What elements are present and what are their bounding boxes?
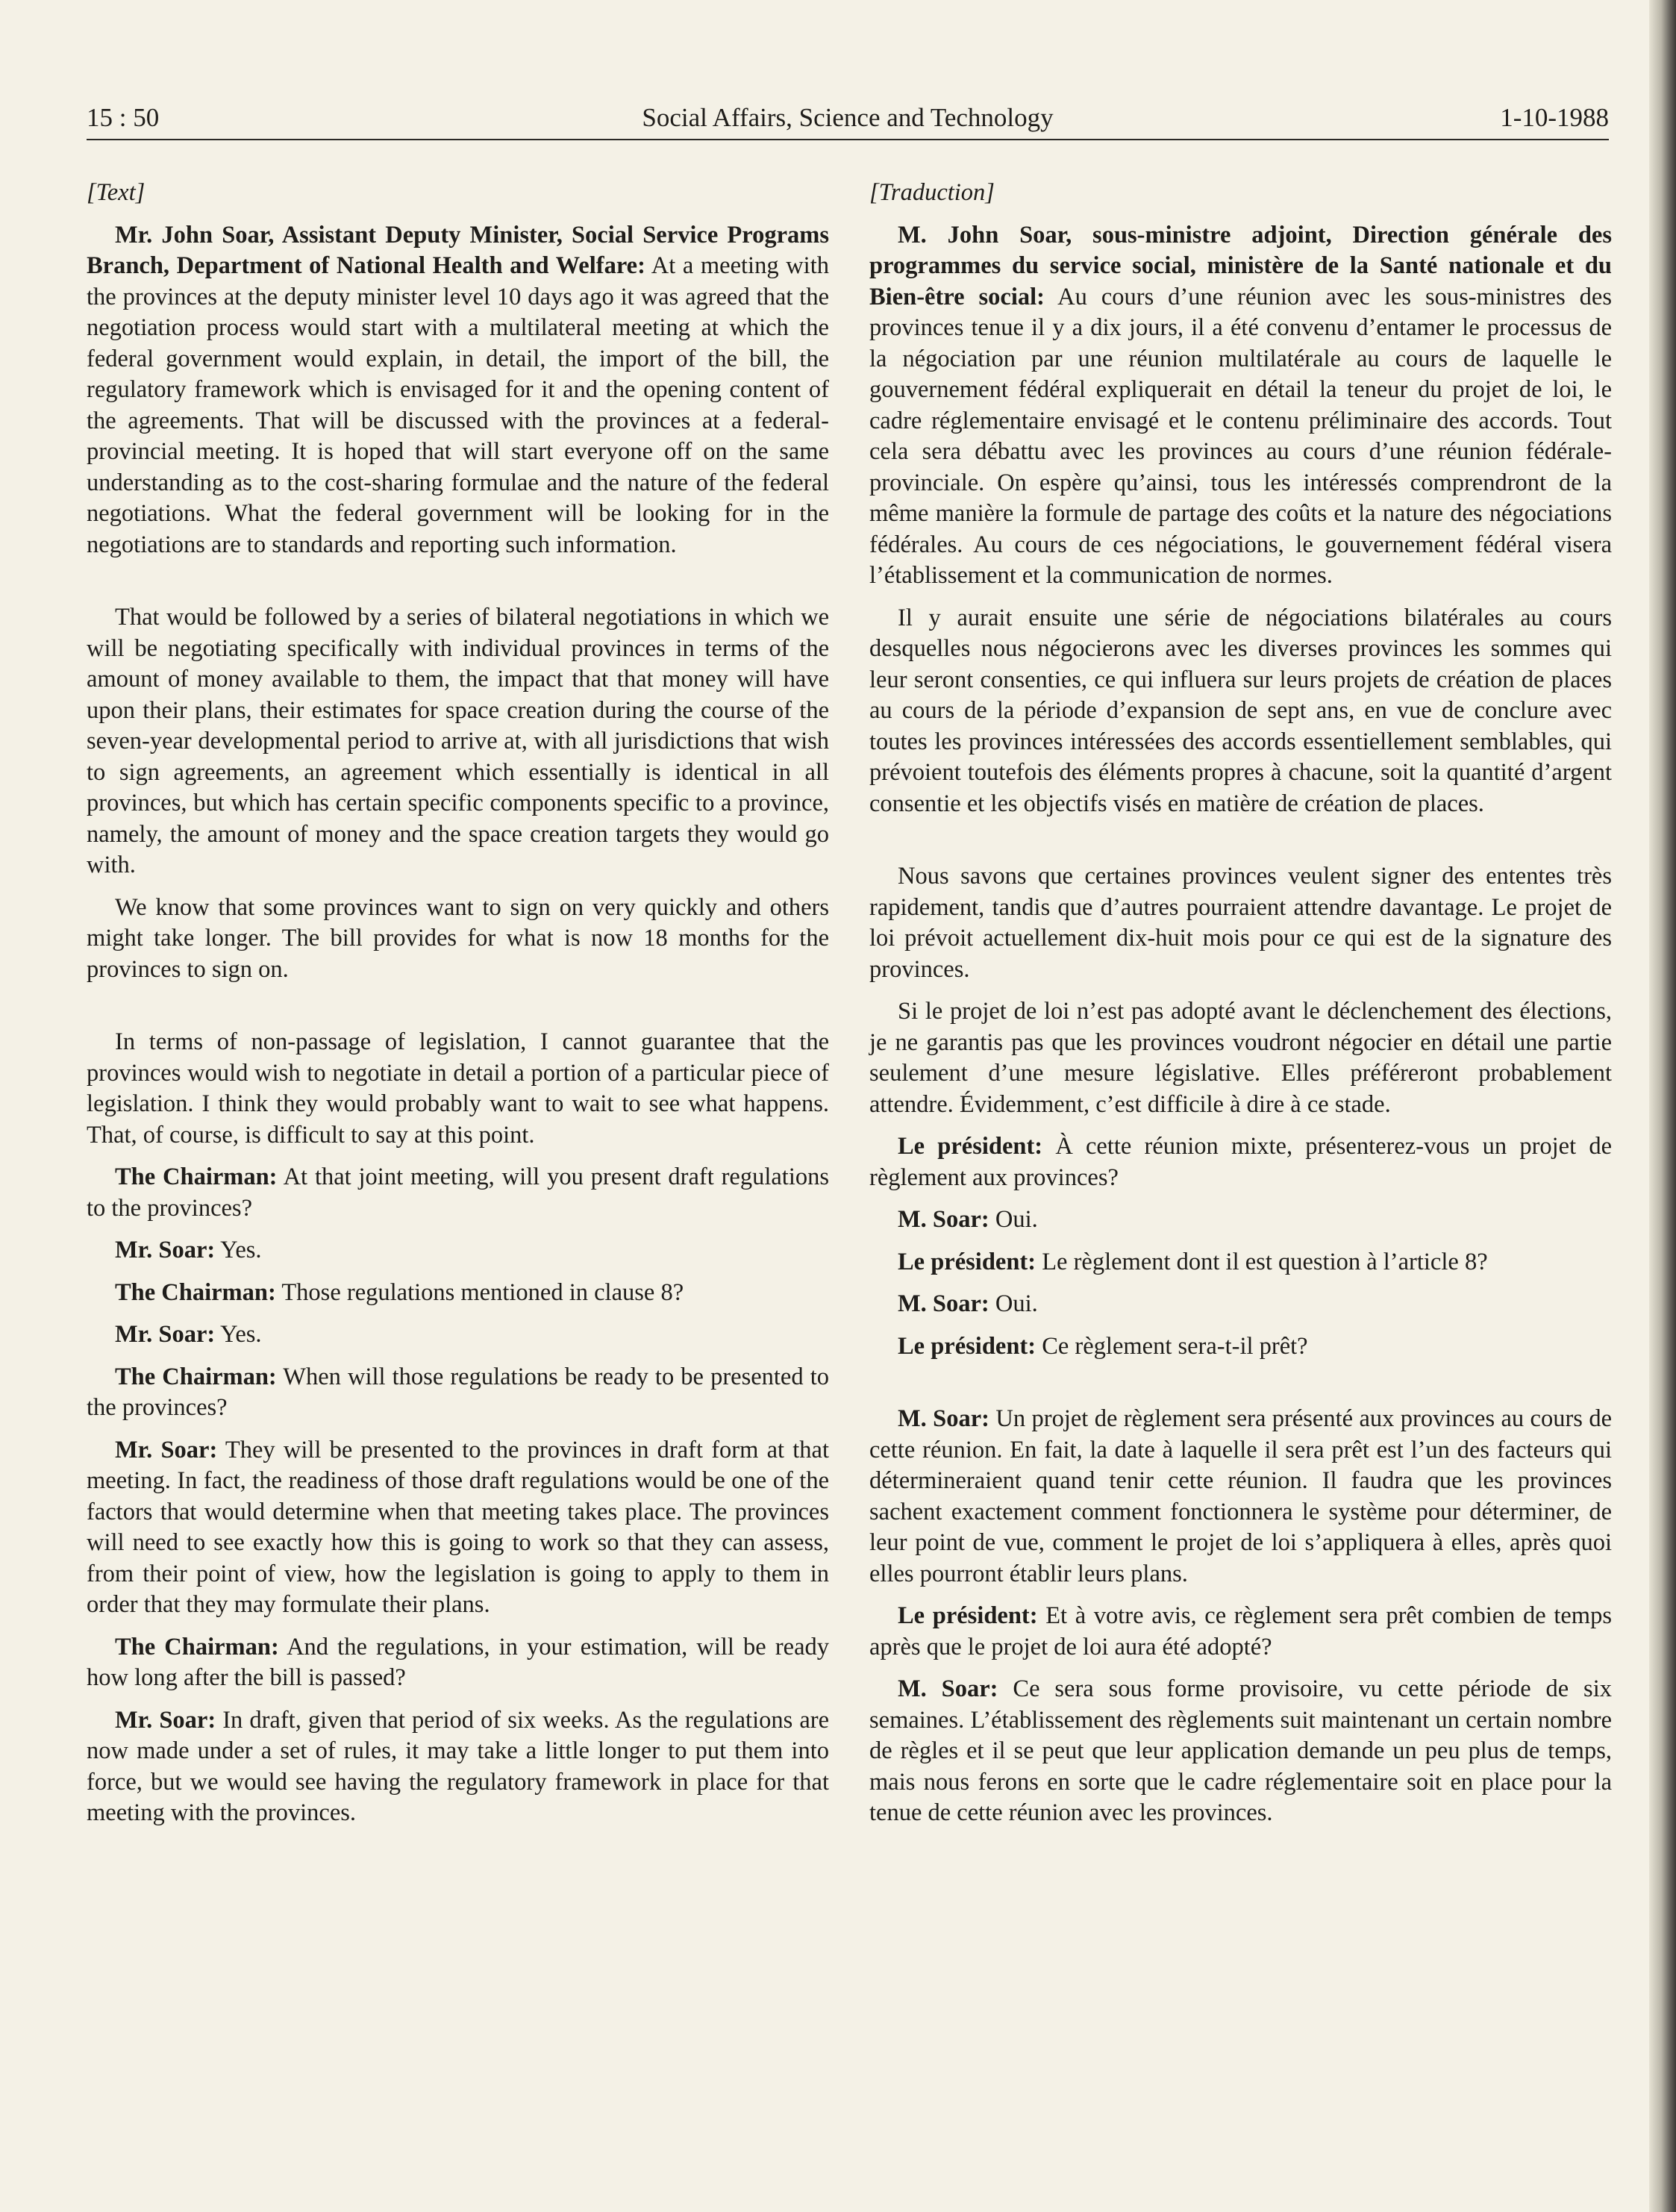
speaker: The Chairman: — [115, 1278, 276, 1306]
paragraph — [87, 1435, 829, 1621]
speaker: Mr. Soar: — [115, 1436, 218, 1463]
paragraph — [87, 220, 829, 561]
speaker: Le président: — [898, 1332, 1036, 1360]
speech: Oui. — [989, 1206, 1038, 1233]
speaker: The Chairman: — [115, 1363, 277, 1390]
speech: Oui. — [989, 1290, 1038, 1317]
speaker: M. Soar: — [898, 1290, 989, 1317]
speech: Un projet de règlement sera présenté aux provinces au cours de cette réunion. En fait, la date à laquelle il sera prêt est l’un des facteurs qui détermineraient quand tenir cette réunion. Il faudra que les provinces sachent exactement comment fonctionnera le système pour déterminer, de leur point de vue, comment le projet de loi s’appliquera à elles, après quoi elles pourront établir leurs plans. — [869, 1405, 1612, 1587]
speech: Et à votre avis, ce règlement sera prêt combien de temps après que le projet de loi aura été adopté? — [869, 1602, 1612, 1660]
paragraph: We know that some provinces want to sign on very quickly and others might take longer. The bill provides for what is now 18 months for the provinces to sign on. — [87, 893, 829, 983]
paragraph — [87, 1235, 829, 1266]
speech: When will those regulations be ready to be presented to the provinces? — [87, 1363, 829, 1421]
speaker: Mr. Soar: — [115, 1321, 216, 1348]
speech: Yes. — [215, 1237, 262, 1263]
page-edge-shadow — [1649, 0, 1676, 2212]
paragraph — [869, 1289, 1612, 1320]
paragraph — [869, 1674, 1612, 1829]
speaker: M. John Soar, sous-ministre adjoint, Direction générale des programmes du service social, ministère de la Santé nationale et du Bien-être social: — [869, 221, 1612, 310]
speech: In draft, given that period of six weeks. As the regulations are now made under a set of rules, it may take a little longer to put them into force, but we would see having the regulatory framework in place for that meeting with the provinces. — [87, 1706, 829, 1826]
speech: Those regulations mentioned in clause 8? — [275, 1278, 684, 1306]
paragraph — [87, 1362, 829, 1424]
speaker: M. Soar: — [898, 1675, 998, 1702]
paragraph: That would be followed by a series of bilateral negotiations in which we will be negotiating specifically with individual provinces in terms of the amount of money available to them, the impact that that money will have upon their plans, their estimates for space creation during the course of the seven-year developmental period to arrive at, with all jurisdictions that wish to sign agreements, an agreement which essentially is identical in all provinces, but which has certain specific components specific to a province, namely, the amount of money and the space creation targets they would go with. — [87, 604, 829, 878]
speaker: Mr. Soar: — [115, 1706, 216, 1734]
speech: À cette réunion mixte, présenterez-vous un projet de règlement aux provinces? — [869, 1133, 1612, 1191]
speech: Le règlement dont il est question à l’article 8? — [1036, 1248, 1488, 1275]
speech: At that joint meeting, will you present draft regulations to the provinces? — [87, 1163, 829, 1222]
paragraph — [87, 1162, 829, 1224]
paragraph — [869, 1404, 1612, 1590]
paragraph — [869, 1131, 1612, 1193]
speech: Ce règlement sera-t-il prêt? — [1036, 1332, 1308, 1360]
speech: Yes. — [215, 1321, 262, 1348]
speaker: Mr. John Soar, Assistant Deputy Minister, Social Service Programs Branch, Department of National Health and Welfare: — [87, 221, 829, 279]
speaker: The Chairman: — [115, 1633, 279, 1660]
paragraph — [87, 1278, 829, 1309]
speaker: Le président: — [898, 1248, 1036, 1275]
paragraph — [869, 1601, 1612, 1663]
issue-date: 1-10-1988 — [1500, 103, 1609, 132]
paragraph: In terms of non-passage of legislation, I cannot guarantee that the provinces would wish to negotiate in detail a portion of a particular piece of legislation. I think they would probably want to wait to see what happens. That, of course, is difficult to say at this point. — [87, 1028, 829, 1149]
paragraph — [869, 1205, 1612, 1236]
paragraph: Si le projet de loi n’est pas adopté avant le déclenchement des élections, je ne garantis pas que les provinces voudront négocier en détail une partie seulement d’une mesure législative. Elles préféreront probablement attendre. Évidemment, c’est difficile à dire à ce stade. — [869, 998, 1612, 1118]
french-column — [869, 178, 1612, 1829]
speech: And the regulations, in your estimation, will be ready how long after the bill is passed? — [87, 1633, 829, 1691]
speaker: M. Soar: — [898, 1206, 989, 1233]
running-header — [87, 99, 1609, 137]
paragraph — [869, 1331, 1612, 1363]
language-tag: [Text] — [87, 179, 146, 206]
speech: Ce sera sous forme provisoire, vu cette période de six semaines. L’établissement des règlements suit maintenant un certain nombre de règles et il se peut que leur application demande un peu plus de temps, mais nous ferons en sorte que le cadre réglementaire soit en place pour la tenue de cette réunion avec les provinces. — [869, 1675, 1612, 1826]
paragraph — [87, 1705, 829, 1829]
speech: At a meeting with the provinces at the deputy minister level 10 days ago it was agreed that the negotiation process would start with a multilateral meeting at which the federal government would explain, in detail, the import of the bill, the regulatory framework which is envisaged for it and the opening content of the agreements. That will be discussed with the provinces at a federal-provincial meeting. It is hoped that will start everyone off on the same understanding as to the cost-sharing formulae and the nature of the federal negotiations. What the federal government will be looking for in the negotiations are to standards and reporting such information. — [87, 252, 829, 558]
paragraph — [869, 1247, 1612, 1278]
speaker: The Chairman: — [115, 1163, 278, 1190]
paragraph — [87, 1632, 829, 1694]
speech: Au cours d’une réunion avec les sous-ministres des provinces tenue il y a dix jours, il a été convenu d’entamer le processus de la négociation par une réunion multilatérale au cours de laquelle le gouvernement fédéral expliquerait en détail la teneur du projet de loi, le cadre réglementaire envisagé et le contenu préliminaire des accords. Tout cela sera débattu avec les provinces au cours d’une réunion fédérale-provinciale. On espère qu’ainsi, tous les intéressés comprendront de la même manière la formule de partage des coûts et la nature des négociations fédérales. Au cours de ces négociations, le gouvernement fédéral visera l’établissement et la communication de normes. — [869, 283, 1613, 589]
english-column — [87, 178, 829, 1829]
speech: They will be presented to the provinces in draft form at that meeting. In fact, the readiness of those draft regulations would be one of the factors that would determine when that meeting takes place. The provinces will need to see exactly how this is going to work so that they can assess, from their point of view, how the legislation is going to apply to them in order that they may formulate their plans. — [87, 1436, 829, 1618]
paragraph: Il y aurait ensuite une série de négociations bilatérales au cours desquelles nous négocierons avec les diverses provinces les sommes qui leur seront consenties, ce qui influera sur leurs projets de création de places au cours de la période d’expansion de sept ans, en vue de conclure avec toutes les provinces intéressées des accords essentiellement semblables, qui prévoient toutefois des éléments propres à chacune, soit la quantité d’argent consentie et les objectifs visés en matière de création de places. — [869, 604, 1612, 817]
paragraph: Nous savons que certaines provinces veulent signer des ententes très rapidement, tandis que d’autres pourraient attendre davantage. Le projet de loi prévoit actuellement dix-huit mois pour ce qui est de la signature des provinces. — [869, 863, 1612, 983]
committee-title: Social Affairs, Science and Technology — [642, 103, 1054, 132]
page-number: 15 : 50 — [87, 103, 160, 132]
header-rule — [87, 139, 1609, 140]
speaker: Le président: — [898, 1602, 1038, 1629]
speaker: M. Soar: — [898, 1405, 990, 1432]
speaker: Le président: — [898, 1133, 1043, 1160]
language-tag: [Traduction] — [869, 179, 995, 206]
paragraph — [869, 220, 1612, 592]
paragraph — [87, 1319, 829, 1351]
speaker: Mr. Soar: — [115, 1237, 216, 1263]
